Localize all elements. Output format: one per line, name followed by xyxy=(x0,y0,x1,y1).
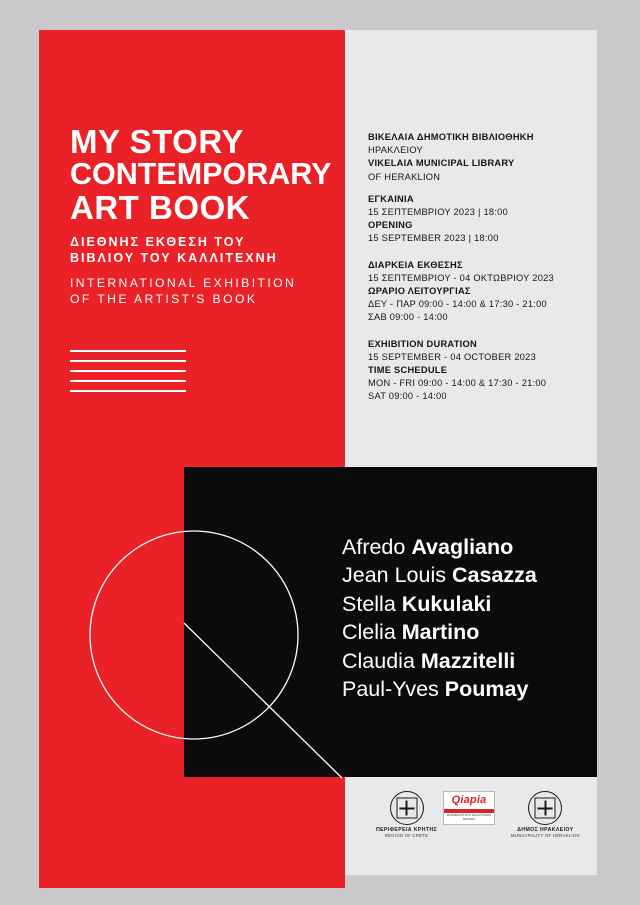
subtitle-greek-line-2: ΒΙΒΛΙΟΥ ΤΟΥ ΚΑΛΛΙΤΕΧΝΗ xyxy=(70,251,278,265)
list-item xyxy=(342,618,592,646)
subtitle-english-line-2: OF THE ARTIST'S BOOK xyxy=(70,292,258,306)
stripe-2 xyxy=(70,360,186,362)
stripe-1 xyxy=(70,350,186,352)
title-line-3: ART BOOK xyxy=(70,189,250,226)
schedule-english-line-1: MON - FRI 09:00 - 14:00 & 17:30 - 21:00 xyxy=(368,378,547,389)
artist-last-name: Mazzitelli xyxy=(420,648,516,673)
qiapia-mark-icon xyxy=(443,791,495,825)
subtitle-greek xyxy=(70,234,330,266)
crete-seal-icon xyxy=(390,791,424,825)
municipality-caption-gr: ΔΗΜΟΣ ΗΡΑΚΛΕΙΟΥ xyxy=(517,827,574,833)
artist-first-name: Claudia xyxy=(342,648,421,673)
artist-last-name: Martino xyxy=(401,620,480,645)
qiapia-caption-gr: ΕΠΙΜΕΛΗΤΗΡΙΟ ΕΙΚΑΣΤΙΚΩΝ ΤΕΧΝΩΝ xyxy=(447,813,491,821)
venue-english-line-2: OF HERAKLION xyxy=(368,171,441,182)
schedule-greek-line-1: ΔΕΥ - ΠΑΡ 09:00 - 14:00 & 17:30 - 21:00 xyxy=(368,299,547,310)
title-block xyxy=(70,125,330,307)
venue-greek-line-2: ΗΡΑΚΛΕΙΟΥ xyxy=(368,145,424,156)
municipality-caption-en: MUNICIPALITY OF HERAKLION xyxy=(511,833,580,838)
list-item xyxy=(342,533,592,561)
artist-last-name: Casazza xyxy=(451,563,537,588)
qiapia-logo xyxy=(443,791,495,825)
spacer-1 xyxy=(368,184,583,193)
venue-greek-line-1: ΒΙΚΕΛΑΙΑ ΔΗΜΟΤΙΚΗ ΒΙΒΛΙΟΘΗΚΗ xyxy=(368,132,534,142)
duration-greek-block xyxy=(368,259,583,325)
duration-english-date: 15 SEPTEMBER - 04 OCTOBER 2023 xyxy=(368,351,537,362)
artists-list xyxy=(342,533,592,703)
artist-last-name: Poumay xyxy=(444,677,529,702)
title-line-1: MY STORY xyxy=(70,123,244,160)
list-item xyxy=(342,590,592,618)
subtitle-english-line-1: INTERNATIONAL EXHIBITION xyxy=(70,276,297,290)
schedule-greek-label: ΩΡΑΡΙΟ ΛΕΙΤΟΥΡΓΙΑΣ xyxy=(368,286,471,297)
artist-first-name: Clelia xyxy=(342,620,402,645)
stripe-4 xyxy=(70,380,186,382)
list-item xyxy=(342,647,592,675)
opening-english-date: 15 SEPTEMBER 2023 | 18:00 xyxy=(368,233,499,244)
venue-english-line-1: VIKELAIA MUNICIPAL LIBRARY xyxy=(368,158,515,169)
artist-first-name: Jean Louis xyxy=(342,563,452,588)
artist-last-name: Avagliano xyxy=(411,535,514,559)
subtitle-greek-line-1: ΔΙΕΘΝΗΣ ΕΚΘΕΣΗ ΤΟΥ xyxy=(70,235,246,249)
region-of-crete-caption-gr: ΠΕΡΙΦΕΡΕΙΑ ΚΡΗΤΗΣ xyxy=(376,827,438,833)
venue-block xyxy=(368,131,583,184)
opening-block xyxy=(368,193,583,246)
region-of-crete-caption-en: REGION OF CRETE xyxy=(384,833,429,838)
artist-first-name: Afredo xyxy=(342,535,412,559)
duration-english-block xyxy=(368,338,583,404)
info-column xyxy=(368,131,583,417)
municipality-of-heraklion-logo xyxy=(511,791,580,838)
stripes-decoration xyxy=(70,350,186,400)
title-line-2: CONTEMPORARY xyxy=(70,157,332,191)
duration-greek-date: 15 ΣΕΠΤΕΜΒΡΙΟΥ - 04 ΟΚΤΩΒΡΙΟΥ 2023 xyxy=(368,272,554,283)
list-item xyxy=(342,675,592,703)
stripe-5 xyxy=(70,390,186,392)
artist-first-name: Paul-Yves xyxy=(342,677,445,702)
logo-row xyxy=(368,791,583,847)
region-of-crete-logo xyxy=(376,791,437,838)
heraklion-seal-icon xyxy=(528,791,562,825)
schedule-english-label: TIME SCHEDULE xyxy=(368,365,448,376)
stripe-3 xyxy=(70,370,186,372)
opening-greek-date: 15 ΣΕΠΤΕΜΒΡΙΟΥ 2023 | 18:00 xyxy=(368,207,509,218)
duration-greek-label: ΔΙΑΡΚΕΙΑ ΕΚΘΕΣΗΣ xyxy=(368,259,463,270)
schedule-greek-line-2: ΣΑΒ 09:00 - 14:00 xyxy=(368,312,448,323)
opening-english-label: OPENING xyxy=(368,220,413,231)
opening-greek-label: ΕΓΚΑΙΝΙΑ xyxy=(368,193,414,204)
artist-last-name: Kukulaki xyxy=(401,591,492,616)
list-item xyxy=(342,561,592,589)
qiapia-wordmark: Qiapia xyxy=(444,792,494,809)
artist-first-name: Stella xyxy=(342,591,402,616)
duration-english-label: EXHIBITION DURATION xyxy=(368,338,477,349)
subtitle-english xyxy=(70,275,330,307)
schedule-english-line-2: SAT 09:00 - 14:00 xyxy=(368,391,447,402)
